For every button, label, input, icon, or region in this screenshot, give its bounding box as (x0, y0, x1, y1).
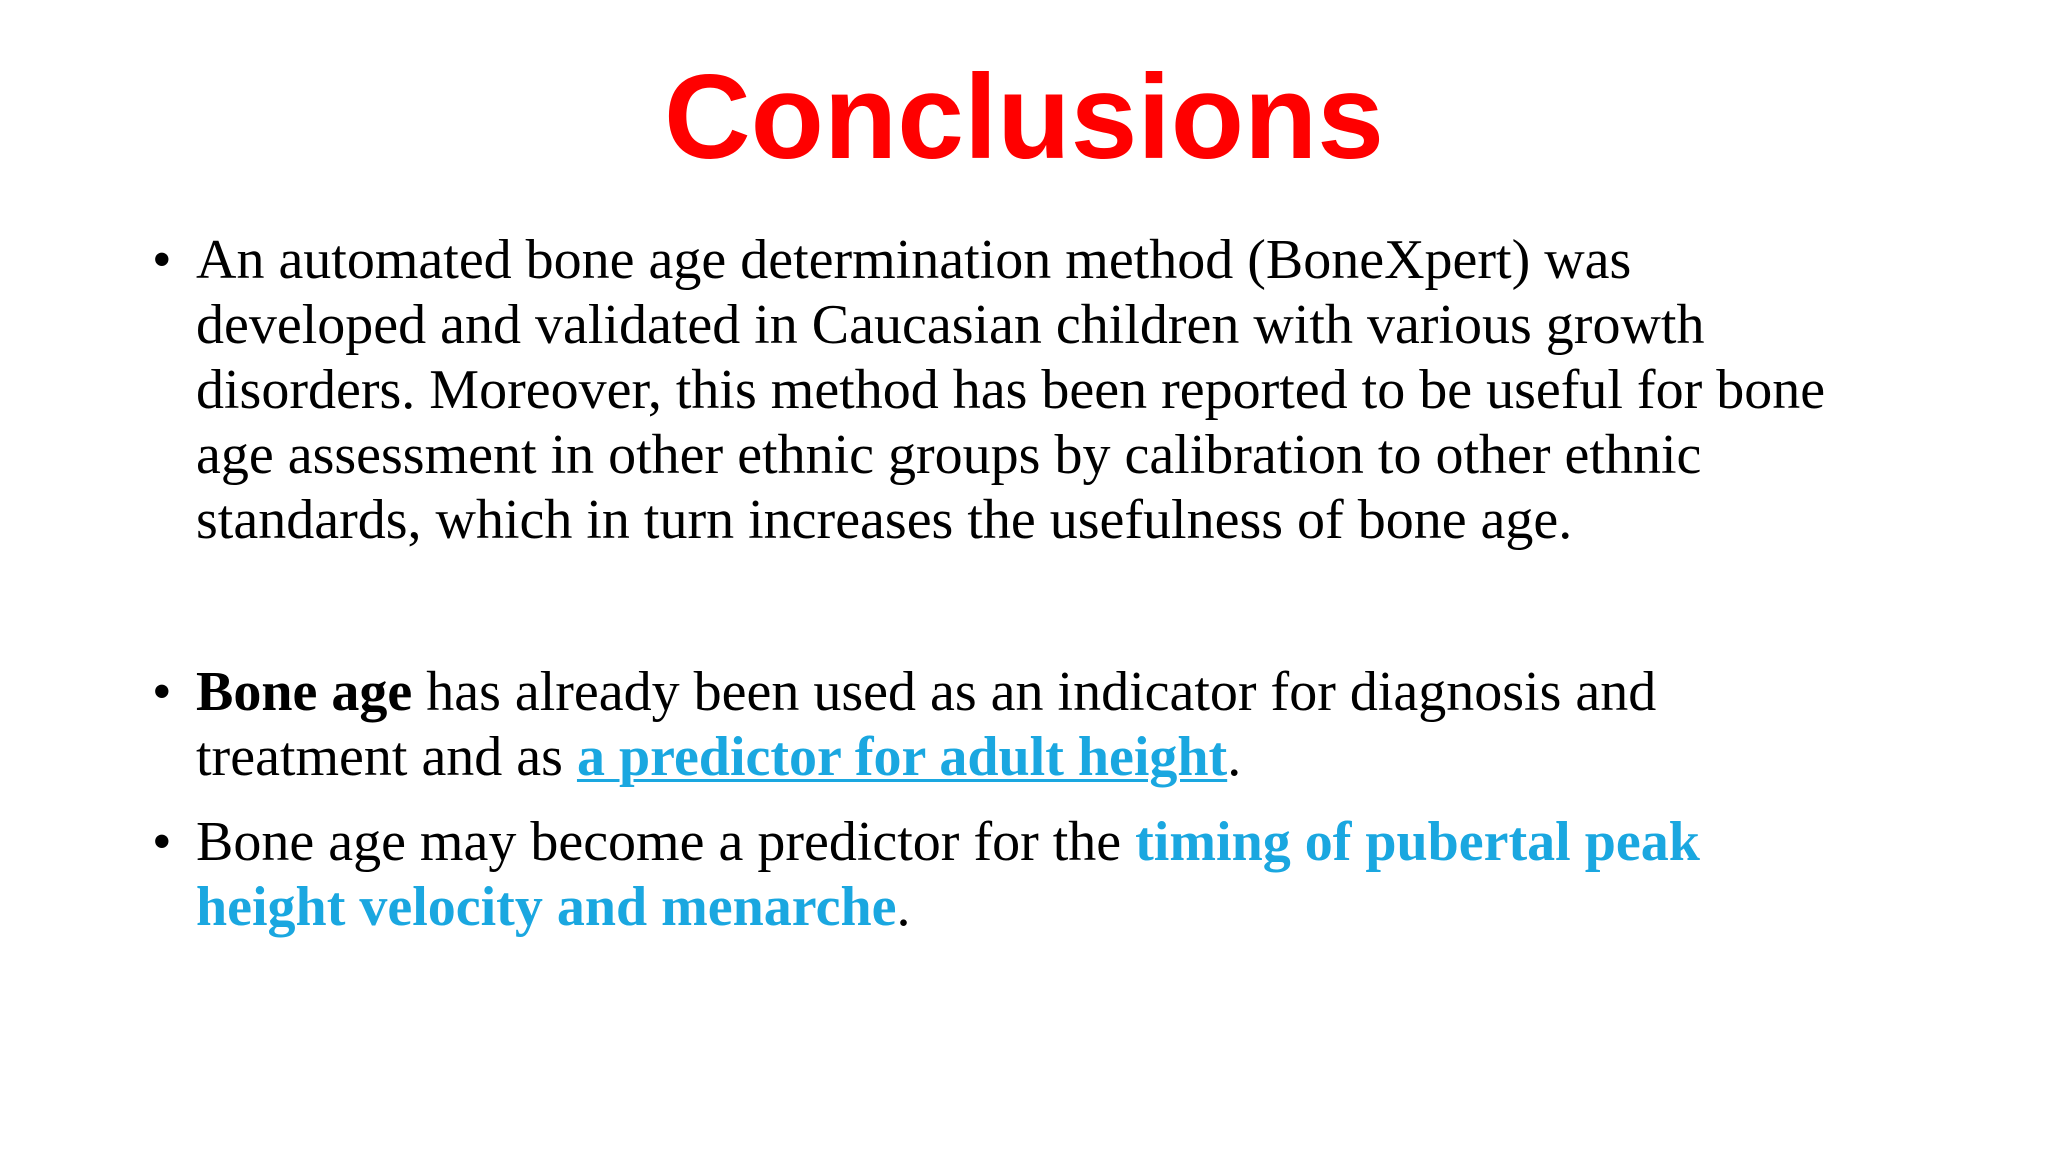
bullet-icon: • (152, 811, 172, 873)
bullet-tail: . (1227, 726, 1242, 788)
bullet-text: An automated bone age determination method (BoneXpert) was developed and validated in Caucasian children with various growth disorders. Moreover, this method has been reported to be useful for bone age assessment in other ethnic groups by calibration to other ethnic standards, which in turn increases the usefulness of bone age. (196, 229, 1826, 551)
bullet-list (152, 228, 1852, 940)
bullet-highlight-text: timing of pubertal peak height velocity and menarche (196, 811, 1700, 938)
slide-title: Conclusions (663, 50, 1385, 184)
bullet-tail: . (896, 876, 911, 938)
bullet-bold-lead: Bone age (196, 661, 413, 723)
bullet-item (152, 810, 1852, 940)
bullet-item (152, 228, 1852, 553)
bullet-item (152, 660, 1852, 790)
predictor-adult-height-link[interactable]: a predictor for adult height (576, 726, 1228, 788)
bullet-icon: • (152, 229, 172, 291)
bullet-text: Bone age may become a predictor for the (196, 811, 1136, 873)
bullet-text: has already been used as an indicator for diagnosis and treatment and as (196, 661, 1657, 788)
bullet-icon: • (152, 661, 172, 723)
